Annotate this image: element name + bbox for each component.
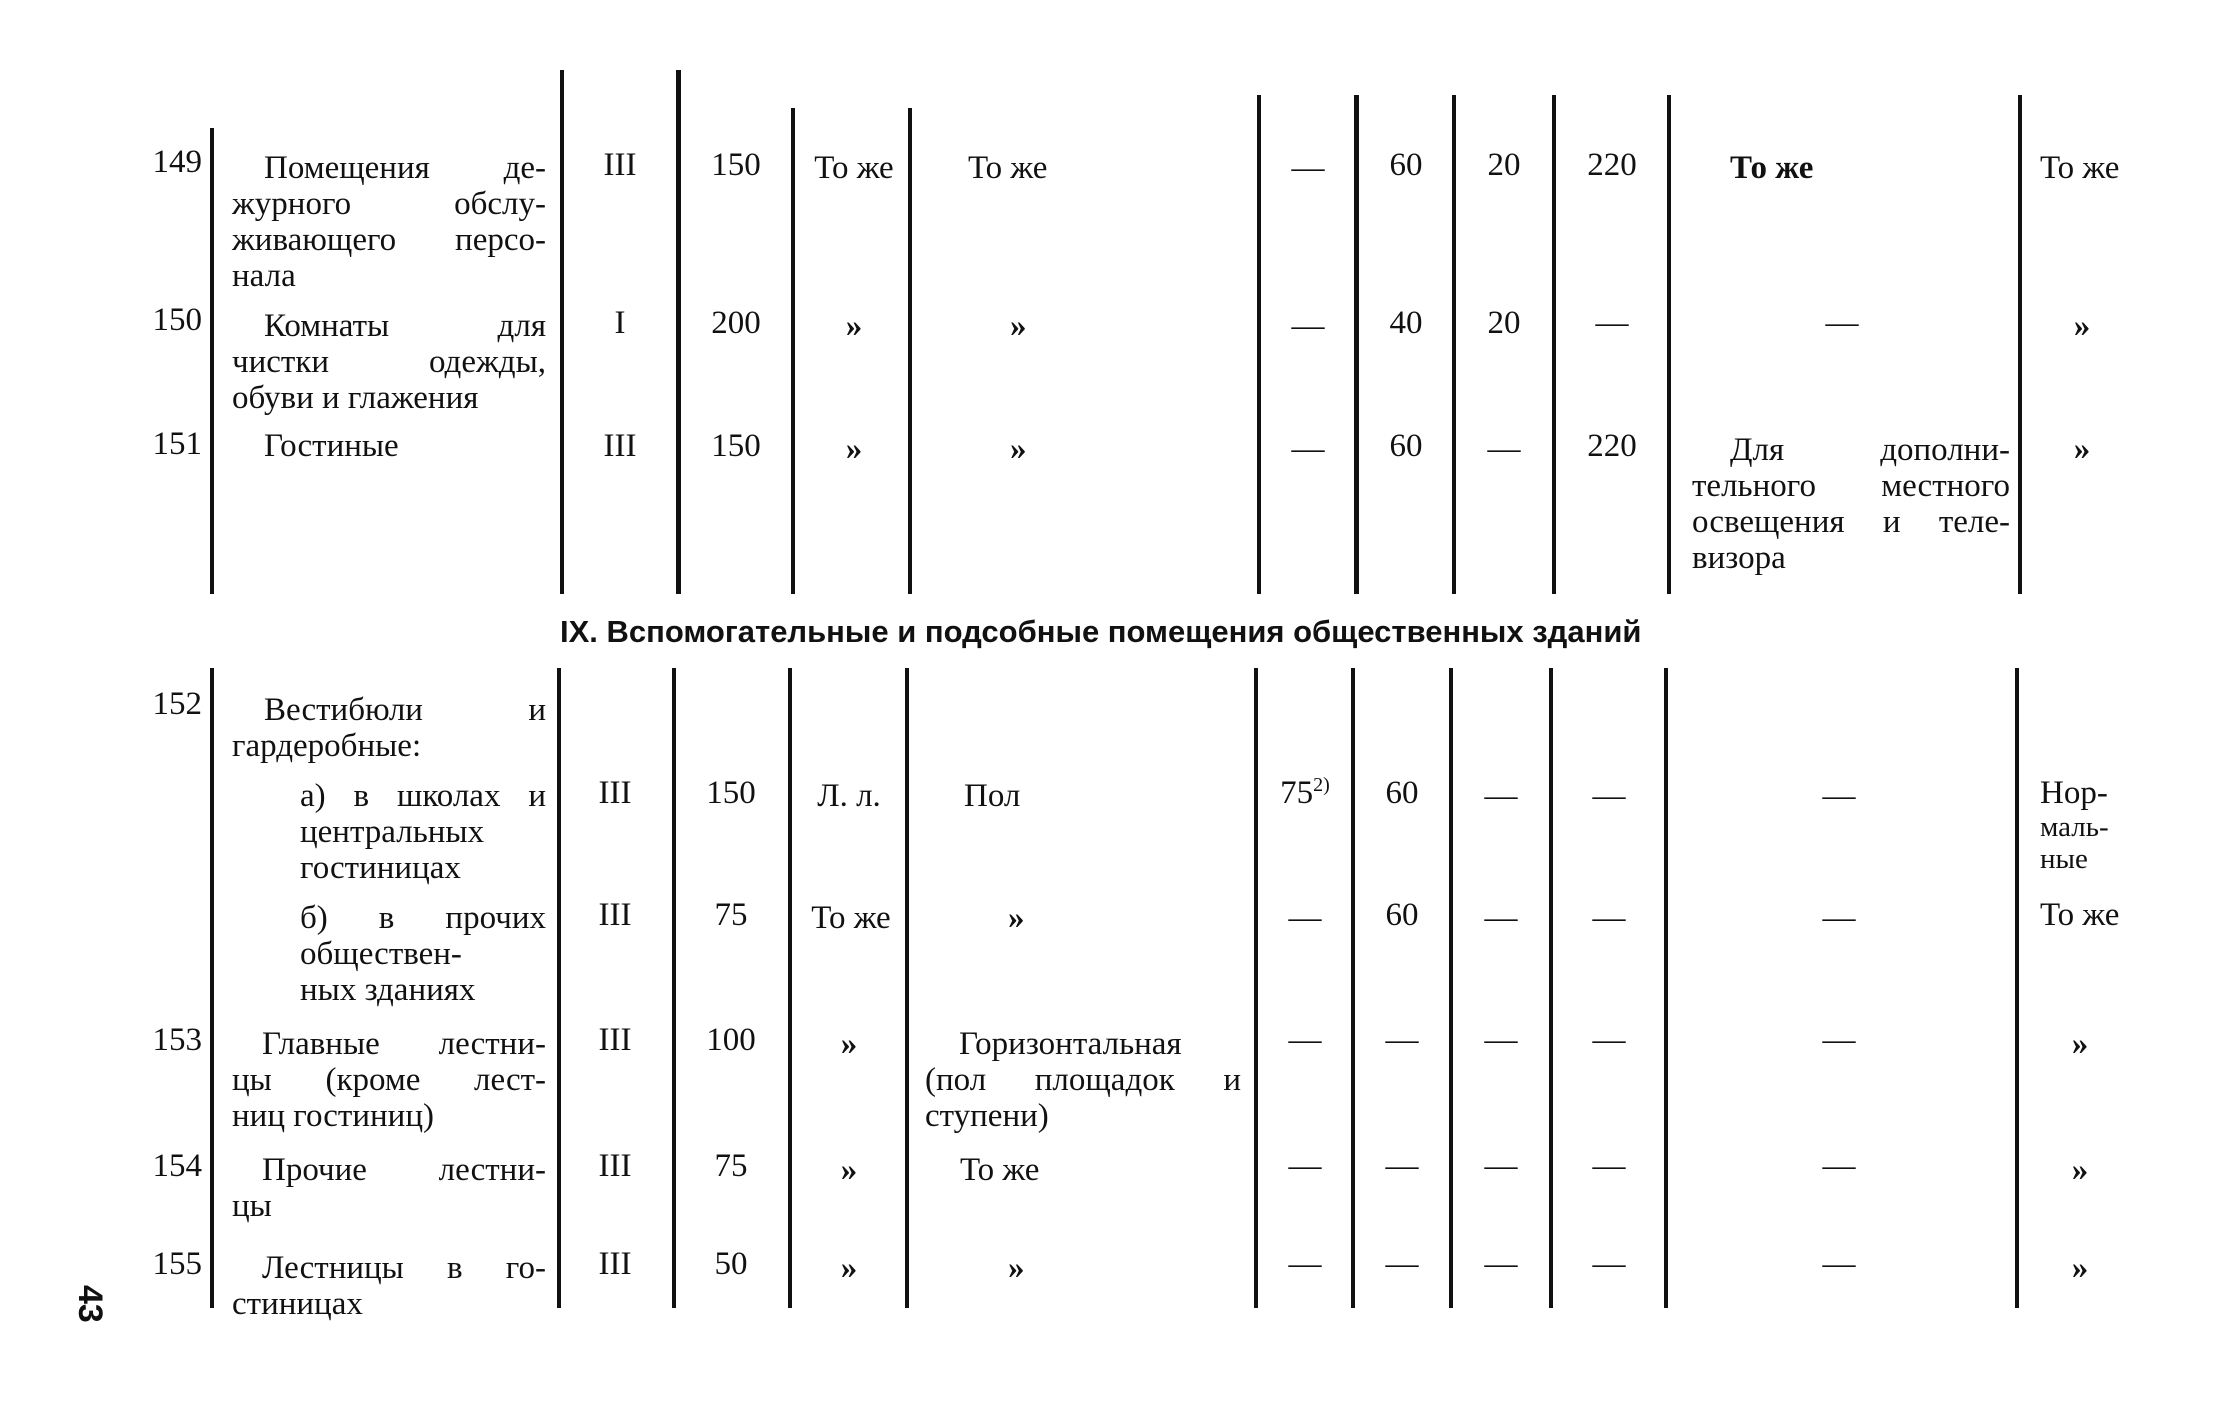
surface-line: Горизонтальная: [959, 1026, 1182, 1062]
rule-top-6: [1257, 95, 1261, 594]
note-line: ные: [2040, 843, 2088, 875]
row-151-col11: [1692, 432, 2010, 576]
row-152b-col10: —: [1592, 900, 1626, 936]
row-154-col8: —: [1385, 1148, 1419, 1184]
row-155-col12: »: [2071, 1250, 2089, 1286]
row-155-col10: —: [1592, 1246, 1626, 1282]
row-152a-col7: [1259, 775, 1351, 811]
name-line: Прочие лестни-: [262, 1152, 546, 1188]
row-151-name: [232, 428, 546, 464]
row-152b-col6: »: [1008, 900, 1025, 936]
row-153-number: 153: [152, 1022, 202, 1058]
rule-bottom-1: [210, 668, 214, 1308]
rule-bottom-11: [2015, 668, 2019, 1308]
row-155-col8: —: [1385, 1246, 1419, 1282]
row-150-col11: —: [1825, 305, 1859, 341]
note-line: Нор-: [2040, 775, 2108, 811]
row-149-col11: То же: [1730, 150, 1814, 186]
row-152b-col7: —: [1288, 900, 1322, 936]
rule-top-2: [560, 70, 564, 594]
name-line: чистки одежды,: [232, 344, 546, 380]
name-line: цы: [232, 1188, 272, 1224]
row-155-class: III: [598, 1246, 632, 1282]
name-line: стиницах: [232, 1286, 363, 1322]
name-line: ных зданиях: [300, 972, 476, 1008]
row-151-col7: —: [1291, 431, 1325, 467]
row-154-col6: То же: [960, 1152, 1040, 1188]
rule-bottom-3: [672, 668, 676, 1308]
row-151-col5: »: [845, 431, 863, 467]
row-155-col5: »: [840, 1250, 858, 1286]
row-150-col5: »: [845, 308, 863, 344]
row-151-class: III: [603, 428, 637, 464]
rule-bottom-6: [1254, 668, 1258, 1308]
row-152a-col11: —: [1822, 778, 1856, 814]
row-152a-col6: Пол: [964, 778, 1021, 814]
row-152-name: [232, 692, 546, 764]
name-line: обществен-: [300, 936, 462, 972]
row-150-col9: 20: [1487, 305, 1521, 341]
note-line: визора: [1692, 540, 1786, 576]
row-151-col12: »: [2073, 431, 2091, 467]
row-153-class: III: [598, 1022, 632, 1058]
row-153-col6: [925, 1026, 1241, 1134]
note-line: освещения и теле-: [1692, 504, 2010, 540]
name-line: журного обслу-: [232, 186, 546, 222]
row-155-name: [232, 1250, 546, 1322]
row-154-col12: »: [2071, 1152, 2089, 1188]
name-line: гостиницах: [300, 850, 461, 886]
row-155-col11: —: [1822, 1246, 1856, 1282]
name-line: ниц гостиниц): [232, 1098, 434, 1134]
row-152b-class: III: [598, 897, 632, 933]
name-line: гардеробные:: [232, 728, 422, 764]
row-150-class: I: [614, 305, 626, 341]
row-153-col7: —: [1288, 1022, 1322, 1058]
name-line: Лестницы в го-: [262, 1250, 546, 1286]
row-152b-col12: То же: [2040, 897, 2120, 933]
surface-line: (пол площадок и: [925, 1062, 1241, 1098]
row-153-col10: —: [1592, 1022, 1626, 1058]
row-149-col6: То же: [968, 150, 1048, 186]
row-149-col7: —: [1291, 150, 1325, 186]
row-153-col9: —: [1484, 1022, 1518, 1058]
row-152b-col5: То же: [811, 900, 891, 936]
rule-bottom-2: [557, 668, 561, 1308]
footnote-marker: 2): [1313, 774, 1330, 796]
row-151-col6: »: [1010, 431, 1027, 467]
rule-top-5: [908, 108, 912, 594]
row-151-number: 151: [152, 426, 202, 462]
row-154-col11: —: [1822, 1148, 1856, 1184]
row-154-class: III: [598, 1148, 632, 1184]
rule-top-4: [791, 108, 795, 594]
row-149-col10: 220: [1587, 147, 1637, 183]
row-153-col11: —: [1822, 1022, 1856, 1058]
row-149-number: 149: [152, 144, 202, 180]
row-152a-col10: —: [1592, 778, 1626, 814]
name-line: Комнаты для: [264, 308, 546, 344]
section-heading: IX. Вспомогательные и подсобные помещения общественных зданий: [560, 614, 1642, 649]
row-154-lux: 75: [714, 1148, 748, 1184]
row-155-col7: —: [1288, 1246, 1322, 1282]
rule-bottom-8: [1449, 668, 1453, 1308]
rule-bottom-10: [1664, 668, 1668, 1308]
row-152a-col9: —: [1484, 778, 1518, 814]
rule-top-9: [1552, 95, 1556, 594]
row-150-col12: »: [2073, 308, 2091, 344]
row-153-name: [232, 1026, 546, 1134]
note-line: Для дополни-: [1730, 432, 2010, 468]
name-line: а) в школах и: [300, 778, 546, 814]
row-152a-col5: Л. л.: [817, 778, 881, 814]
name-line: живающего персо-: [232, 222, 546, 258]
row-150-number: 150: [152, 302, 202, 338]
rule-bottom-4: [788, 668, 792, 1308]
row-153-col8: —: [1385, 1022, 1419, 1058]
row-150-col10: —: [1595, 305, 1629, 341]
row-153-col12: »: [2071, 1026, 2089, 1062]
row-150-col7: —: [1291, 308, 1325, 344]
row-152-number: 152: [152, 686, 202, 722]
row-150-name: [232, 308, 546, 416]
rule-top-3: [676, 70, 681, 594]
row-153-lux: 100: [706, 1022, 756, 1058]
row-153-col5: »: [840, 1026, 858, 1062]
row-152b-lux: 75: [714, 897, 748, 933]
row-155-col9: —: [1484, 1246, 1518, 1282]
rule-bottom-5: [905, 668, 909, 1308]
row-154-number: 154: [152, 1148, 202, 1184]
rule-bottom-9: [1549, 668, 1553, 1308]
row-149-col5: То же: [814, 150, 894, 186]
row-149-col8: 60: [1389, 147, 1423, 183]
rule-top-11: [2018, 95, 2022, 594]
row-152b-col9: —: [1484, 900, 1518, 936]
name-line: Гостиные: [264, 428, 399, 464]
row-151-col9: —: [1487, 431, 1521, 467]
row-150-col6: »: [1010, 308, 1027, 344]
name-line: Помещения де-: [264, 150, 546, 186]
row-154-col9: —: [1484, 1148, 1518, 1184]
row-154-name: [232, 1152, 546, 1224]
row-149-col12: То же: [2040, 150, 2120, 186]
rule-top-10: [1667, 95, 1671, 594]
name-line: центральных: [300, 814, 485, 850]
name-line: цы (кроме лест-: [232, 1062, 546, 1098]
surface-line: ступени): [925, 1098, 1049, 1134]
name-line: Главные лестни-: [262, 1026, 546, 1062]
row-152a-col8: 60: [1385, 775, 1419, 811]
row-149-name: [232, 150, 546, 294]
row-155-number: 155: [152, 1246, 202, 1282]
rule-top-8: [1452, 95, 1456, 594]
row-149-col9: 20: [1487, 147, 1521, 183]
rule-top-7: [1354, 95, 1359, 594]
row-151-lux: 150: [711, 428, 761, 464]
row-150-lux: 200: [711, 305, 761, 341]
row-154-col10: —: [1592, 1148, 1626, 1184]
row-151-col8: 60: [1389, 428, 1423, 464]
row-152a-class: III: [598, 775, 632, 811]
row-155-lux: 50: [714, 1246, 748, 1282]
row-149-lux: 150: [711, 147, 761, 183]
row-149-class: III: [603, 147, 637, 183]
value: 75: [1280, 775, 1314, 811]
row-150-col8: 40: [1389, 305, 1423, 341]
note-line: тельного местного: [1692, 468, 2010, 504]
name-line: обуви и глажения: [232, 380, 479, 416]
note-line: маль-: [2040, 811, 2109, 843]
row-152a-lux: 150: [706, 775, 756, 811]
rule-top-1: [210, 128, 214, 594]
name-line: Вестибюли и: [264, 692, 546, 728]
row-151-col10: 220: [1587, 428, 1637, 464]
name-line: нала: [232, 258, 296, 294]
row-152b-name: [300, 900, 546, 1008]
page-number: 43: [71, 1285, 109, 1323]
row-152b-col8: 60: [1385, 897, 1419, 933]
row-155-col6: »: [1008, 1250, 1025, 1286]
row-154-col5: »: [840, 1152, 858, 1188]
row-152b-col11: —: [1822, 900, 1856, 936]
row-154-col7: —: [1288, 1148, 1322, 1184]
row-152a-col12: [2040, 775, 2160, 875]
row-152a-name: [300, 778, 546, 886]
rule-bottom-7: [1351, 668, 1355, 1308]
name-line: б) в прочих: [300, 900, 546, 936]
